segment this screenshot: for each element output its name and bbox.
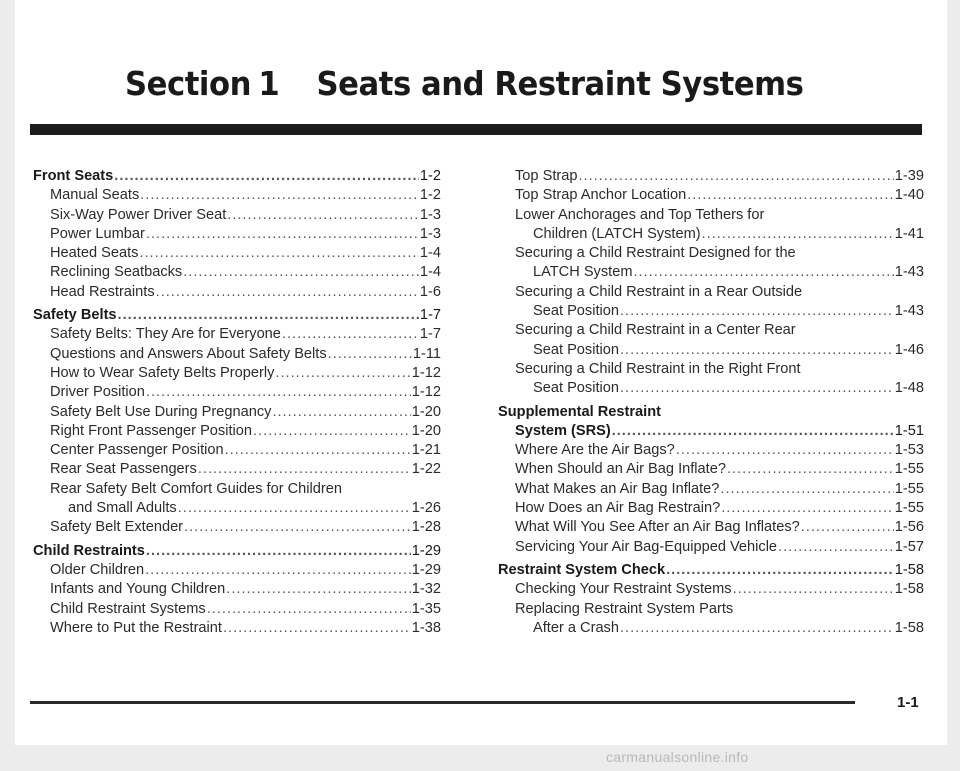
toc-entry[interactable] <box>33 225 441 244</box>
toc-entry[interactable] <box>33 600 441 619</box>
toc-entry-title: When Should an Air Bag Inflate? <box>515 461 726 478</box>
toc-entry[interactable] <box>498 422 924 441</box>
toc-page-number: 1-35 <box>411 600 441 617</box>
dot-leader <box>801 518 894 537</box>
toc-entry-title: Securing a Child Restraint in the Right Front <box>515 360 801 377</box>
toc-page-number: 1-6 <box>419 283 441 300</box>
toc-heading[interactable] <box>33 167 441 186</box>
dot-leader <box>612 422 894 441</box>
toc-page-number: 1-21 <box>411 442 441 459</box>
toc-page-number: 1-11 <box>412 345 441 362</box>
toc-entry[interactable] <box>498 186 924 205</box>
toc-entry[interactable] <box>498 263 924 282</box>
toc-page-number: 1-3 <box>419 206 441 223</box>
toc-entry[interactable] <box>33 422 441 441</box>
toc-entry-title: Where Are the Air Bags? <box>515 442 675 459</box>
toc-page-number: 1-55 <box>894 461 924 478</box>
dot-leader <box>282 325 419 344</box>
toc-entry[interactable] <box>498 518 924 537</box>
toc-page-number: 1-4 <box>419 245 441 262</box>
dot-leader <box>146 383 411 402</box>
toc-page-number: 1-58 <box>894 619 924 636</box>
toc-entry[interactable] <box>33 499 441 518</box>
toc-entry-title: Restraint System Check <box>498 561 666 578</box>
toc-heading[interactable] <box>498 403 924 422</box>
toc-page-number: 1-53 <box>894 442 924 459</box>
title-rule <box>30 124 922 135</box>
dot-leader <box>633 263 893 282</box>
dot-leader <box>253 422 411 441</box>
toc-page-number: 1-28 <box>411 519 441 536</box>
toc-entry[interactable] <box>33 580 441 599</box>
toc-page-number: 1-51 <box>894 422 924 439</box>
toc-entry-title: Rear Safety Belt Comfort Guides for Children <box>50 480 342 497</box>
toc-heading[interactable] <box>33 306 441 325</box>
toc-left-column <box>33 167 441 638</box>
toc-entry-title: Reclining Seatbacks <box>50 264 183 281</box>
toc-entry-title: Where to Put the Restraint <box>50 619 222 636</box>
dot-leader <box>118 306 419 325</box>
toc-page-number: 1-48 <box>894 380 924 397</box>
toc-entry-title: Older Children <box>50 561 145 578</box>
toc-entry-title: Manual Seats <box>50 187 140 204</box>
toc-right-column <box>498 167 924 638</box>
dot-leader <box>184 518 411 537</box>
section-label: Section <box>125 64 251 103</box>
toc-entry[interactable] <box>33 480 441 499</box>
toc-page-number: 1-43 <box>894 303 924 320</box>
toc-page-number: 1-55 <box>894 480 924 497</box>
toc-page-number: 1-12 <box>411 364 441 381</box>
section-number: 1 <box>258 64 280 103</box>
toc-entry-title: Securing a Child Restraint Designed for the <box>515 245 796 262</box>
toc-entry-title: What Makes an Air Bag Inflate? <box>515 480 720 497</box>
toc-entry-title: Checking Your Restraint Systems <box>515 581 732 598</box>
toc-page-number: 1-39 <box>894 168 924 184</box>
toc-entry-title: Replacing Restraint System Parts <box>515 600 734 617</box>
toc-entry[interactable] <box>498 379 924 398</box>
toc-entry-title: Driver Position <box>50 384 145 401</box>
toc-entry[interactable] <box>33 460 441 479</box>
toc-page-number: 1-58 <box>894 581 924 598</box>
toc-entry[interactable] <box>33 263 441 282</box>
toc-page-number: 1-3 <box>419 225 441 242</box>
toc-page-number: 1-40 <box>894 187 924 204</box>
toc-heading[interactable] <box>498 561 924 580</box>
toc-page-number: 1-43 <box>894 264 924 281</box>
dot-leader <box>226 580 411 599</box>
toc-entry-title: What Will You See After an Air Bag Inflates? <box>515 519 800 536</box>
toc-page-number: 1-55 <box>894 500 924 517</box>
toc-entry-title: Rear Seat Passengers <box>50 461 197 478</box>
dot-leader <box>778 538 894 557</box>
toc-entry[interactable] <box>498 538 924 557</box>
toc-entry-title: Safety Belt Extender <box>50 519 184 536</box>
dot-leader <box>275 364 410 383</box>
dot-leader <box>145 561 411 580</box>
toc-entry[interactable] <box>33 518 441 537</box>
toc-entry-title: Heated Seats <box>50 245 139 262</box>
toc-entry[interactable] <box>498 206 924 225</box>
toc-entry[interactable] <box>33 619 441 638</box>
toc-entry-title: Safety Belts <box>33 307 117 324</box>
dot-leader <box>207 600 411 619</box>
dot-leader <box>146 542 411 561</box>
toc-entry-title: Top Strap Anchor Location <box>515 187 687 204</box>
toc-entry[interactable] <box>33 244 441 263</box>
dot-leader <box>720 480 893 499</box>
dot-leader <box>223 619 411 638</box>
toc-entry-title: Seat Position <box>533 341 619 358</box>
toc-entry-title: Safety Belt Use During Pregnancy <box>50 403 272 420</box>
toc-page-number: 1-20 <box>411 403 441 420</box>
toc-page-number: 1-7 <box>419 326 441 343</box>
toc-entry-title: How Does an Air Bag Restrain? <box>515 500 721 517</box>
toc-entry[interactable] <box>33 383 441 402</box>
toc-entry[interactable] <box>33 325 441 344</box>
dot-leader <box>721 499 894 518</box>
toc-entry-title: Seat Position <box>533 303 619 320</box>
toc-entry[interactable] <box>498 302 924 321</box>
dot-leader <box>227 206 419 225</box>
toc-entry[interactable] <box>498 619 924 638</box>
toc-entry-title: Right Front Passenger Position <box>50 422 252 439</box>
toc-entry-title: How to Wear Safety Belts Properly <box>50 364 275 381</box>
toc-page-number: 1-20 <box>411 422 441 439</box>
page-title <box>125 64 803 103</box>
toc-entry-title: Children (LATCH System) <box>533 225 701 242</box>
toc-entry[interactable] <box>33 345 441 364</box>
dot-leader <box>578 167 893 186</box>
dot-leader <box>114 167 419 186</box>
toc-entry[interactable] <box>498 480 924 499</box>
watermark: carmanualsonline.info <box>606 749 749 765</box>
toc-entry-title: Safety Belts: They Are for Everyone <box>50 326 281 343</box>
toc-entry[interactable] <box>498 499 924 518</box>
toc-entry[interactable] <box>498 600 924 619</box>
toc-page-number: 1-57 <box>894 538 924 555</box>
toc-entry-title: Securing a Child Restraint in a Center Rear <box>515 322 796 339</box>
toc-page-number: 1-22 <box>411 461 441 478</box>
toc-page-number: 1-26 <box>411 500 441 517</box>
toc-entry[interactable] <box>498 580 924 599</box>
dot-leader <box>687 186 894 205</box>
toc-page-number: 1-32 <box>411 581 441 598</box>
toc-entry-title: Power Lumbar <box>50 225 145 242</box>
toc-page-number: 1-2 <box>419 187 441 204</box>
toc-entry-title: Center Passenger Position <box>50 442 224 459</box>
toc-entry-title: and Small Adults <box>68 500 177 517</box>
toc-entry-title: Supplemental Restraint <box>498 403 661 420</box>
dot-leader <box>178 499 411 518</box>
dot-leader <box>676 441 894 460</box>
toc-entry-title: Front Seats <box>33 168 114 184</box>
toc-entry[interactable] <box>33 403 441 422</box>
toc-entry-title: Securing a Child Restraint in a Rear Outside <box>515 283 803 300</box>
toc-page-number: 1-56 <box>894 519 924 536</box>
toc-entry[interactable] <box>498 460 924 479</box>
dot-leader <box>328 345 412 364</box>
toc-entry[interactable] <box>33 364 441 383</box>
dot-leader <box>702 225 894 244</box>
dot-leader <box>620 341 894 360</box>
toc-page-number: 1-7 <box>419 307 441 324</box>
toc-entry-title: Servicing Your Air Bag-Equipped Vehicle <box>515 538 778 555</box>
dot-leader <box>666 561 894 580</box>
toc-entry[interactable] <box>33 186 441 205</box>
toc-entry-title: Six-Way Power Driver Seat <box>50 206 227 223</box>
toc-entry-title: Infants and Young Children <box>50 581 226 598</box>
toc-page-number: 1-2 <box>419 168 441 184</box>
toc-page-number: 1-29 <box>411 542 441 559</box>
toc-entry[interactable] <box>33 206 441 225</box>
toc-entry-title: Seat Position <box>533 380 619 397</box>
toc-entry[interactable] <box>498 167 924 186</box>
dot-leader <box>183 263 419 282</box>
toc-entry[interactable] <box>33 283 441 302</box>
toc-page-number: 1-58 <box>894 561 924 578</box>
page-number: 1-1 <box>897 694 919 711</box>
toc-entry-title: After a Crash <box>533 619 619 636</box>
toc-entry-title: LATCH System <box>533 264 633 281</box>
toc-page-number: 1-41 <box>894 225 924 242</box>
toc-entry[interactable] <box>498 341 924 360</box>
toc-entry[interactable] <box>498 225 924 244</box>
footer-rule <box>30 701 855 704</box>
dot-leader <box>620 619 894 638</box>
dot-leader <box>140 186 419 205</box>
toc-entry[interactable] <box>498 244 924 263</box>
dot-leader <box>198 460 411 479</box>
toc-entry-title: Lower Anchorages and Top Tethers for <box>515 206 765 223</box>
toc-heading[interactable] <box>33 542 441 561</box>
dot-leader <box>620 302 894 321</box>
toc-entry[interactable] <box>498 360 924 379</box>
toc-entry[interactable] <box>498 283 924 302</box>
dot-leader <box>620 379 894 398</box>
dot-leader <box>272 403 410 422</box>
section-title: Seats and Restraint Systems <box>316 64 804 103</box>
toc-entry-title: Top Strap <box>515 168 578 184</box>
toc-entry-title: Child Restraints <box>33 542 145 559</box>
toc-page-number: 1-29 <box>411 561 441 578</box>
toc-entry[interactable] <box>33 561 441 580</box>
toc-page-number: 1-38 <box>411 619 441 636</box>
dot-leader <box>156 283 419 302</box>
toc-entry-title: Head Restraints <box>50 283 155 300</box>
toc-page-number: 1-46 <box>894 341 924 358</box>
dot-leader <box>733 580 894 599</box>
dot-leader <box>727 460 894 479</box>
toc-entry[interactable] <box>498 441 924 460</box>
toc-entry[interactable] <box>498 321 924 340</box>
dot-leader <box>146 225 419 244</box>
dot-leader <box>139 244 418 263</box>
dot-leader <box>225 441 411 460</box>
toc-entry-title: Questions and Answers About Safety Belts <box>50 345 327 362</box>
toc-entry-title: System (SRS) <box>515 422 611 439</box>
toc-entry-title: Child Restraint Systems <box>50 600 206 617</box>
toc-entry[interactable] <box>33 441 441 460</box>
toc-page-number: 1-12 <box>411 384 441 401</box>
toc-page-number: 1-4 <box>419 264 441 281</box>
